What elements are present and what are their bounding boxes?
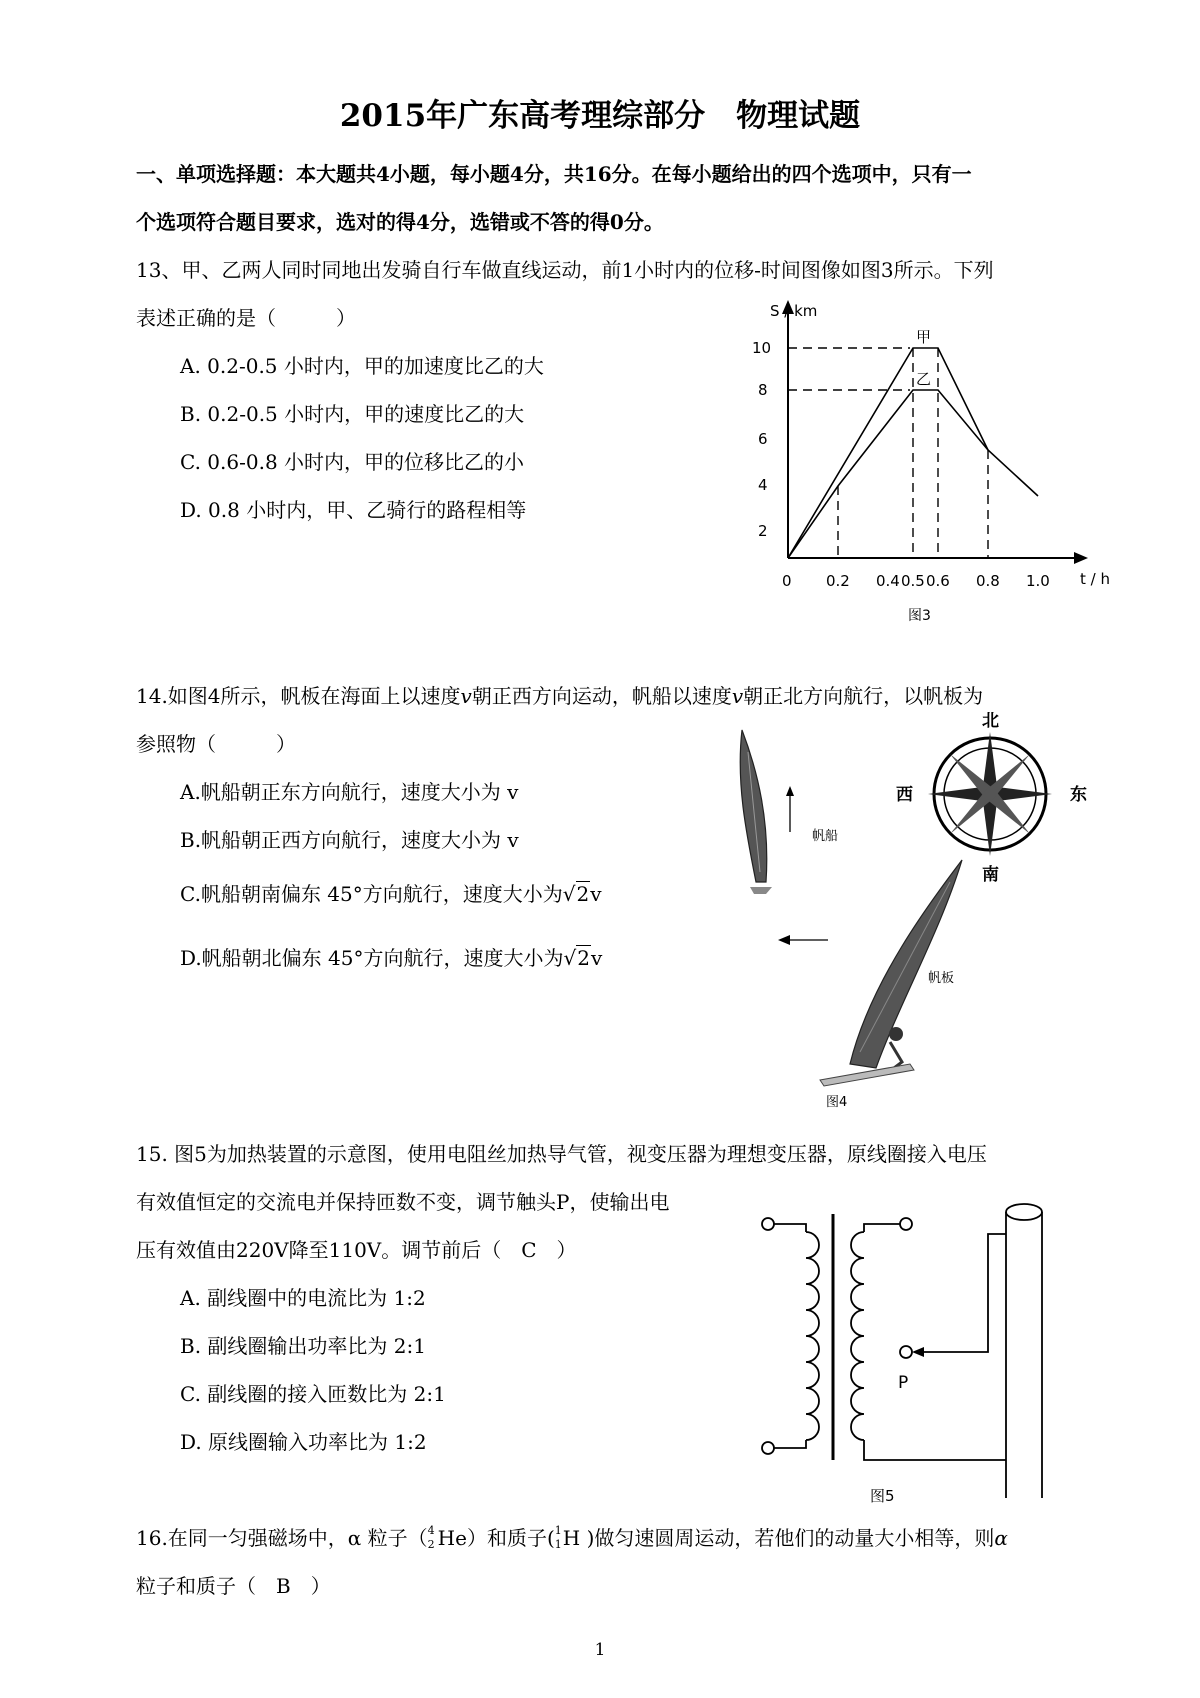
label-jia: 甲 [916, 328, 932, 346]
figure-4-caption: 图4 [826, 1095, 848, 1110]
q14-option-d-text: D.帆船朝北偏东 45°方向航行，速度大小为 [180, 946, 564, 970]
sailboat-label: 帆船 [812, 829, 839, 844]
x-tick-1.0: 1.0 [1026, 572, 1050, 590]
q16-stem-part-b: He）和质子( [437, 1526, 555, 1550]
figure-5-transformer-circuit [740, 1176, 1080, 1508]
x-tick-0.2: 0.2 [826, 572, 850, 590]
q15-option-d: D. 原线圈输入功率比为 1:2 [180, 1430, 427, 1454]
q14-velocity-symbol-1: v [460, 684, 472, 708]
q15-stem-line3: 压有效值由220V降至110V。调节前后（ C ） [136, 1238, 577, 1262]
q15-option-b: B. 副线圈输出功率比为 2:1 [180, 1334, 426, 1358]
q15-option-a: A. 副线圈中的电流比为 1:2 [180, 1286, 426, 1310]
he-atomic-number: 2 [427, 1537, 435, 1551]
velocity-unit: v [590, 882, 602, 906]
sqrt-radicand: 2 [576, 882, 590, 906]
q15-stem-line2: 有效值恒定的交流电并保持匝数不变，调节触头P，使输出电 [136, 1190, 670, 1214]
p-label: P [898, 1373, 909, 1393]
q14-option-b: B.帆船朝正西方向航行，速度大小为 v [180, 828, 519, 852]
h-mass-number: 1 [554, 1523, 562, 1537]
primary-lead-top [774, 1224, 806, 1232]
y-tick-2: 2 [758, 522, 768, 540]
q14-stem-line1 [136, 682, 983, 710]
q14-option-c [180, 880, 602, 908]
primary-terminal-top [762, 1218, 774, 1230]
x-tick-0.4: 0.4 [876, 572, 900, 590]
series-jia [788, 348, 988, 558]
y-tick-4: 4 [758, 476, 768, 494]
y-tick-6: 6 [758, 430, 768, 448]
q14-velocity-symbol-2: v [731, 684, 744, 708]
q13-option-b: B. 0.2-0.5 小时内，甲的速度比乙的大 [180, 402, 525, 426]
q14-stem-line2: 参照物（ ） [136, 732, 296, 756]
x-tick-0: 0 [782, 572, 792, 590]
compass-north: 北 [982, 712, 999, 731]
primary-lead-bottom [774, 1440, 806, 1448]
figure-3-caption: 图3 [908, 608, 931, 624]
y-axis-label: S / km [770, 302, 818, 320]
q14-option-d [180, 944, 602, 972]
q13-option-c: C. 0.6-0.8 小时内，甲的位移比乙的小 [180, 450, 525, 474]
x-tick-0.6: 0.6 [926, 572, 950, 590]
x-tick-0.5: 0.5 [901, 572, 925, 590]
h-nuclide-script [554, 1523, 563, 1551]
secondary-lead-bottom [864, 1440, 1006, 1460]
slider-arrowhead [912, 1347, 924, 1357]
sailboat-icon [740, 730, 772, 894]
tube-top [1006, 1204, 1042, 1220]
sqrt-radicand: 2 [577, 946, 590, 970]
q14-stem-part-c: 朝正北方向航行，以帆板为 [743, 684, 984, 708]
q14-option-c-text: C.帆船朝南偏东 45°方向航行，速度大小为 [180, 882, 563, 906]
q16-stem-line2: 粒子和质子（ B ） [136, 1574, 331, 1598]
q15-option-c: C. 副线圈的接入匝数比为 2:1 [180, 1382, 446, 1406]
sqrt-sign: √ [563, 946, 577, 970]
output-wire [918, 1234, 1006, 1352]
q13-stem-line2: 表述正确的是（ ） [136, 306, 356, 330]
x-axis-label: t / h [1080, 570, 1110, 588]
section-instructions-line1: 一、单项选择题：本大题共4小题，每小题4分，共16分。在每小题给出的四个选项中，只有一 [136, 162, 972, 186]
secondary-terminal-top [900, 1218, 912, 1230]
h-atomic-number: 1 [554, 1537, 562, 1551]
y-tick-8: 8 [758, 381, 768, 399]
q13-stem-line1: 13、甲、乙两人同时同地出发骑自行车做直线运动，前1小时内的位移-时间图像如图3所示。下列 [136, 258, 994, 282]
primary-coil [806, 1232, 819, 1440]
velocity-unit: v [590, 946, 603, 970]
secondary-lead-top [864, 1224, 900, 1232]
x-tick-0.8: 0.8 [976, 572, 1000, 590]
slider-contact-p [900, 1346, 912, 1358]
he-mass-number: 4 [427, 1523, 435, 1537]
q16-stem-line1 [136, 1524, 1008, 1552]
q13-option-d: D. 0.8 小时内，甲、乙骑行的路程相等 [180, 498, 527, 522]
figure-4-sailboat-diagram [700, 712, 1120, 1112]
he-nuclide-script [427, 1523, 438, 1551]
q15-stem-line1: 15. 图5为加热装置的示意图，使用电阻丝加热导气管，视变压器为理想变压器，原线圈接入电压 [136, 1142, 987, 1166]
sailboat-arrowhead [786, 786, 794, 796]
compass-south: 南 [982, 865, 999, 885]
figure-3-displacement-graph [720, 290, 1120, 630]
sqrt-sign: √ [562, 882, 576, 906]
compass-west: 西 [896, 785, 913, 805]
compass-rose-icon [928, 732, 1052, 856]
primary-terminal-bottom [762, 1442, 774, 1454]
q16-stem-part-a: 16.在同一匀强磁场中，α 粒子（ [136, 1526, 428, 1550]
y-tick-10: 10 [752, 339, 772, 357]
figure-5-caption: 图5 [870, 1487, 895, 1505]
compass-east: 东 [1070, 785, 1087, 805]
q13-option-a: A. 0.2-0.5 小时内，甲的加速度比乙的大 [180, 354, 544, 378]
sailboard-arrowhead [778, 935, 790, 945]
q14-stem-part-a: 14.如图4所示，帆板在海面上以速度 [136, 684, 461, 708]
q14-option-a: A.帆船朝正东方向航行，速度大小为 v [180, 780, 519, 804]
label-yi: 乙 [916, 370, 932, 388]
section-instructions-line2: 个选项符合题目要求，选对的得4分，选错或不答的得0分。 [136, 210, 664, 234]
q14-stem-part-b: 朝正西方向运动，帆船以速度 [471, 684, 732, 708]
page-number: 1 [594, 1640, 606, 1660]
x-axis-arrow [1074, 552, 1088, 564]
page-title: 2015年广东高考理综部分 物理试题 [339, 98, 861, 134]
alpha-symbol: α [994, 1526, 1008, 1550]
secondary-coil [851, 1232, 864, 1440]
sailboard-label: 帆板 [928, 971, 955, 986]
q16-stem-part-c: H )做匀速圆周运动，若他们的动量大小相等，则 [562, 1526, 995, 1550]
